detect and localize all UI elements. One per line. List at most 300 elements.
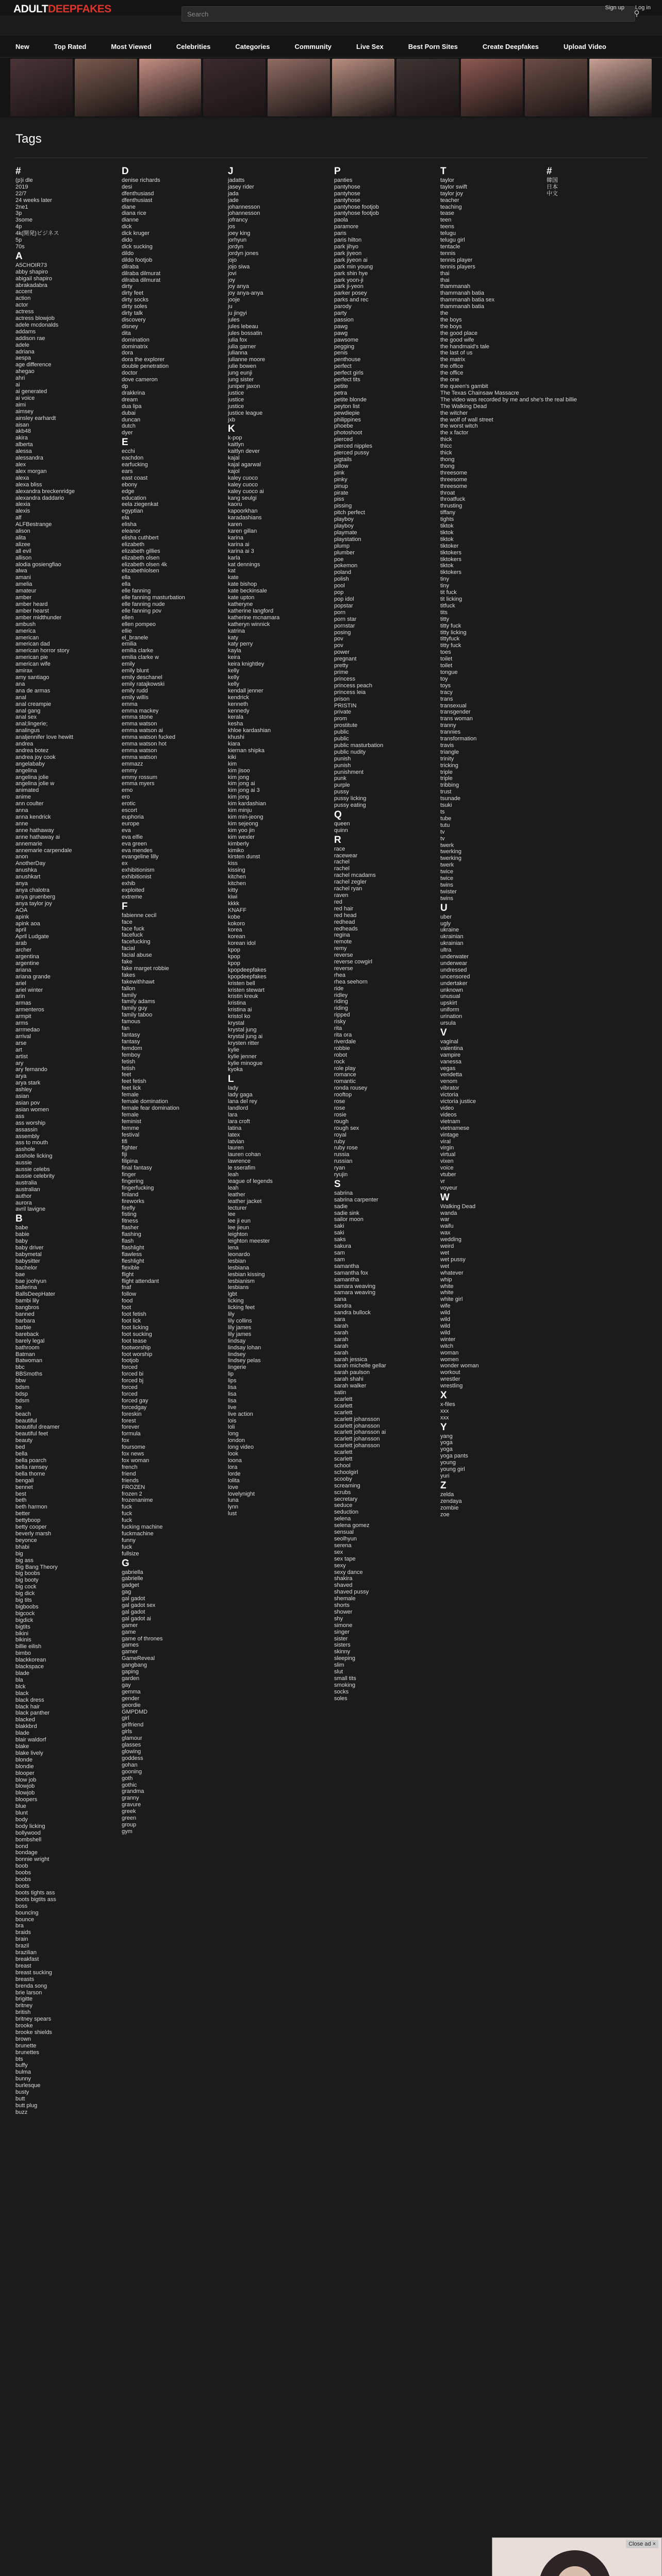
tag-link[interactable]: baby driver [15, 1245, 44, 1251]
tag-link[interactable]: titty [440, 616, 450, 622]
tag-link[interactable]: dianne [122, 217, 139, 224]
tag-link[interactable]: foot tease [122, 1337, 147, 1344]
tag-link[interactable]: aussie [15, 1160, 32, 1166]
tag-link[interactable]: kim jong [228, 774, 249, 781]
tag-link[interactable]: blunt [15, 1810, 28, 1817]
tag-link[interactable]: diana rice [122, 210, 146, 217]
tag-link[interactable]: amirax [15, 668, 33, 674]
nav-item-upload-video[interactable]: Upload Video [564, 42, 606, 50]
tag-link[interactable]: screaming [334, 1482, 360, 1489]
ad-popup[interactable] [492, 2537, 662, 2576]
tag-link[interactable]: follow [122, 1291, 137, 1298]
tag-link[interactable]: kendrick [228, 694, 249, 701]
tag-link[interactable]: garden [122, 1675, 140, 1682]
thumbnail[interactable] [75, 59, 137, 116]
tag-link[interactable]: gaping [122, 1669, 139, 1675]
tag-link[interactable]: petite [334, 383, 348, 389]
tag-link[interactable]: sex tape [334, 1555, 356, 1562]
tag-link[interactable]: wet pussy [440, 1256, 466, 1263]
tag-link[interactable]: pov [334, 636, 343, 642]
thumbnail[interactable] [461, 59, 523, 116]
tag-link[interactable]: 22/7 [15, 190, 27, 197]
tag-link[interactable]: abrakadabra [15, 282, 47, 289]
tag-link[interactable]: asian [15, 1093, 29, 1100]
tag-link[interactable]: elle fanning nude [122, 601, 165, 607]
tag-link[interactable]: selena gomez [334, 1522, 370, 1529]
tag-link[interactable]: escort [122, 807, 137, 814]
tag-link[interactable]: sarah jessica [334, 1356, 368, 1363]
tag-link[interactable]: gag [122, 1589, 131, 1596]
tag-link[interactable]: tsuki [440, 802, 452, 809]
tag-link[interactable]: sadie sink [334, 1210, 359, 1216]
tag-link[interactable]: asshole [15, 1146, 35, 1153]
tag-link[interactable]: bella ramsey [15, 1464, 48, 1470]
tag-link[interactable]: paris hilton [334, 237, 362, 244]
tag-link[interactable]: lily collins [228, 1317, 252, 1324]
tag-link[interactable]: krystal [228, 1020, 244, 1027]
tag-link[interactable]: workout [440, 1369, 460, 1376]
tag-link[interactable]: glamour [122, 1735, 142, 1742]
tag-link[interactable]: remy [334, 945, 347, 952]
tag-link[interactable]: brie larson [15, 1989, 42, 1996]
tag-link[interactable]: (p)i dle [15, 177, 33, 183]
tag-link[interactable]: lindsey [228, 1351, 246, 1358]
tag-link[interactable]: 韓国 [547, 177, 558, 183]
tag-link[interactable]: karina ai 3 [228, 548, 254, 554]
tag-link[interactable]: 日本 [547, 183, 558, 190]
tag-link[interactable]: geordie [122, 1702, 141, 1708]
tag-link[interactable]: dilraba dilmurat [122, 277, 161, 283]
tag-link[interactable]: denise richards [122, 177, 160, 183]
tag-link[interactable]: pink [334, 469, 345, 476]
tag-link[interactable]: facial abuse [122, 952, 152, 959]
tag-link[interactable]: kat dennings [228, 561, 260, 568]
tag-link[interactable]: bella [15, 1451, 28, 1458]
tag-link[interactable]: britney [15, 2003, 33, 2009]
tag-link[interactable]: emma watson fucked [122, 734, 175, 741]
tag-link[interactable]: alberta [15, 442, 33, 448]
tag-link[interactable]: teaching [440, 204, 462, 210]
tag-link[interactable]: dirty [122, 283, 133, 290]
tag-link[interactable]: sarah [334, 1323, 349, 1329]
tag-link[interactable]: big [15, 1550, 23, 1557]
tag-link[interactable]: fox [122, 1437, 129, 1444]
tag-link[interactable]: pantyhose footjob [334, 210, 379, 217]
tag-link[interactable]: tiffany [440, 510, 456, 516]
tag-link[interactable]: kitchen [228, 880, 246, 887]
tag-link[interactable]: kitty [228, 887, 238, 893]
tag-link[interactable]: fingerfucking [122, 1184, 154, 1191]
tag-link[interactable]: pissing [334, 503, 352, 510]
tag-link[interactable]: bella thorne [15, 1470, 45, 1477]
tag-link[interactable]: elle fanning [122, 588, 151, 595]
tag-link[interactable]: amber heard [15, 601, 48, 607]
tag-link[interactable]: bennet [15, 1484, 33, 1490]
tag-link[interactable]: ballerina [15, 1284, 37, 1291]
tag-link[interactable]: princess [334, 675, 355, 682]
tag-link[interactable]: keira [228, 654, 240, 661]
tag-link[interactable]: rose [334, 1105, 345, 1111]
tag-link[interactable]: boots tights ass [15, 1889, 55, 1896]
tag-link[interactable]: kaley cuoco ai [228, 488, 264, 495]
tag-link[interactable]: kpopdeepfakes [228, 973, 267, 980]
tag-link[interactable]: playstation [334, 536, 361, 543]
tag-link[interactable]: kim jong ai [228, 781, 255, 787]
tag-link[interactable]: frozen 2 [122, 1490, 142, 1497]
tag-link[interactable]: feet lick [122, 1085, 141, 1092]
tag-link[interactable]: big dick [15, 1590, 35, 1597]
tag-link[interactable]: thammanah batia [440, 290, 484, 297]
tag-link[interactable]: sam [334, 1256, 345, 1263]
tag-link[interactable]: ero [122, 794, 130, 801]
tag-link[interactable]: billie eilish [15, 1643, 42, 1650]
tag-link[interactable]: ju [228, 303, 233, 310]
tag-link[interactable]: dirty socks [122, 297, 148, 303]
tag-link[interactable]: alexis [15, 508, 30, 515]
tag-link[interactable]: scarlett [334, 1409, 353, 1416]
tag-link[interactable]: arse [15, 1040, 27, 1046]
tag-link[interactable]: ana de armas [15, 687, 51, 694]
tag-link[interactable]: anal [15, 694, 26, 701]
tag-link[interactable]: lauren cohan [228, 1151, 261, 1158]
tag-link[interactable]: anal gang [15, 707, 41, 714]
tag-link[interactable]: fetish [122, 1058, 136, 1065]
tag-link[interactable]: jung sister [228, 377, 254, 383]
tag-link[interactable]: dove cameron [122, 377, 158, 383]
tag-link[interactable]: kelly [228, 668, 240, 674]
tag-link[interactable]: urination [440, 1013, 462, 1020]
search-input[interactable]: Search [181, 6, 635, 22]
tag-link[interactable]: ambush [15, 621, 36, 628]
tag-link[interactable]: passion [334, 316, 354, 323]
tag-link[interactable]: women [440, 1356, 459, 1363]
tag-link[interactable]: angelina jolie w [15, 781, 55, 787]
tag-link[interactable]: female fear domination [122, 1105, 179, 1111]
tag-link[interactable]: emma watson ai [122, 727, 163, 734]
tag-link[interactable]: the one [440, 377, 459, 383]
tag-link[interactable]: foreskin [122, 1411, 142, 1417]
tag-link[interactable]: shorts [334, 1602, 350, 1609]
tag-link[interactable]: dubai [122, 410, 136, 416]
tag-link[interactable]: asshole licking [15, 1153, 53, 1160]
tag-link[interactable]: samara weaving [334, 1290, 376, 1296]
tag-link[interactable]: seduce [334, 1502, 353, 1509]
tag-link[interactable]: anime [15, 794, 31, 801]
tag-link[interactable]: group [122, 1821, 137, 1828]
tag-link[interactable]: ursula [440, 1020, 456, 1027]
tag-link[interactable]: kim jisoo [228, 767, 250, 774]
tag-link[interactable]: pillow [334, 463, 349, 469]
tag-link[interactable]: videos [440, 1111, 457, 1118]
tag-link[interactable]: rooftop [334, 1092, 352, 1098]
tag-link[interactable]: pirate [334, 489, 349, 496]
tag-link[interactable]: voyeur [440, 1184, 458, 1191]
tag-link[interactable]: ellie [122, 628, 132, 634]
tag-link[interactable]: dick [122, 224, 132, 230]
tag-link[interactable]: arrmedao [15, 1027, 40, 1033]
tag-link[interactable]: pov [334, 642, 343, 649]
tag-link[interactable]: abigail shapiro [15, 275, 52, 282]
tag-link[interactable]: ashley [15, 1087, 32, 1093]
tag-link[interactable]: babymetal [15, 1251, 42, 1258]
tag-link[interactable]: look [228, 1451, 239, 1458]
tag-link[interactable]: underwear [440, 960, 467, 967]
tag-link[interactable]: funny [122, 1537, 136, 1544]
tag-link[interactable]: pokemon [334, 563, 358, 569]
tag-link[interactable]: arms [15, 1020, 28, 1027]
tag-link[interactable]: fleshlight [122, 1258, 144, 1264]
tag-link[interactable]: twerk [440, 842, 454, 849]
tag-link[interactable]: erotic [122, 801, 136, 807]
tag-link[interactable]: love [228, 1484, 239, 1490]
tag-link[interactable]: sarah [334, 1329, 349, 1336]
tag-link[interactable]: toys [440, 682, 451, 689]
tag-link[interactable]: allison [15, 554, 32, 561]
tag-link[interactable]: prom [334, 716, 347, 722]
tag-link[interactable]: vampire [440, 1052, 461, 1058]
tag-link[interactable]: bombshell [15, 1836, 42, 1843]
tag-link[interactable]: rachel mcadams [334, 872, 376, 879]
tag-link[interactable]: tracy [440, 689, 453, 696]
tag-link[interactable]: friends [122, 1477, 139, 1484]
tag-link[interactable]: krystal jung [228, 1027, 257, 1033]
tag-link[interactable]: friend [122, 1470, 136, 1477]
tag-link[interactable]: kim yoo jin [228, 827, 255, 834]
tag-link[interactable]: american pie [15, 654, 48, 661]
tag-link[interactable]: triple [440, 769, 453, 775]
tag-link[interactable]: fabienne cecil [122, 912, 157, 919]
tag-link[interactable]: bathroom [15, 1344, 40, 1351]
tag-link[interactable]: karen gillan [228, 528, 257, 535]
tag-link[interactable]: regina [334, 932, 350, 939]
tag-link[interactable]: pantyhose footjob [334, 204, 379, 210]
nav-item-new[interactable]: New [15, 42, 29, 50]
tag-link[interactable]: kajol [228, 468, 240, 474]
tag-link[interactable]: triangle [440, 749, 459, 755]
tag-link[interactable]: breakfast [15, 1956, 39, 1962]
tag-link[interactable]: kobe [228, 913, 240, 920]
tag-link[interactable]: yuri [440, 1473, 450, 1479]
tag-link[interactable]: public masturbation [334, 742, 384, 749]
tag-link[interactable]: valentina [440, 1045, 464, 1052]
tag-link[interactable]: emilia [122, 641, 137, 648]
tag-link[interactable]: shy [334, 1615, 343, 1622]
tag-link[interactable]: blacked [15, 1717, 35, 1723]
tag-link[interactable]: dildo [122, 250, 134, 257]
tag-link[interactable]: Batman [15, 1351, 35, 1358]
tag-link[interactable]: alodia gosiengfiao [15, 561, 61, 568]
tag-link[interactable]: anal;lingerie; [15, 721, 48, 727]
tag-link[interactable]: baby [15, 1238, 28, 1245]
tag-link[interactable]: park min young [334, 263, 373, 270]
tag-link[interactable]: forced gay [122, 1397, 148, 1404]
tag-link[interactable]: babe [15, 1225, 28, 1231]
tag-link[interactable]: wet [440, 1250, 450, 1256]
tag-link[interactable]: 4p [15, 224, 22, 230]
tag-link[interactable]: ellen [122, 614, 134, 621]
tag-link[interactable]: russian [334, 1158, 353, 1165]
tag-link[interactable]: american horror story [15, 648, 70, 654]
tag-link[interactable]: lecturer [228, 1205, 247, 1211]
tag-link[interactable]: lingerie [228, 1364, 246, 1371]
tag-link[interactable]: emily ratajkowski [122, 681, 165, 687]
tag-link[interactable]: ainsley earhardt [15, 415, 56, 421]
tag-link[interactable]: virtual [440, 1151, 456, 1158]
tag-link[interactable]: katy perry [228, 641, 253, 648]
tag-link[interactable]: emmy [122, 767, 137, 774]
tag-link[interactable]: lee ji eun [228, 1218, 251, 1225]
tag-link[interactable]: the boys [440, 316, 462, 323]
tag-link[interactable]: rock [334, 1058, 345, 1065]
tag-link[interactable]: red hair [334, 905, 354, 912]
tag-link[interactable]: gooning [122, 1768, 142, 1775]
tag-link[interactable]: adele mcdonalds [15, 321, 59, 328]
tag-link[interactable]: phoebe [334, 423, 353, 430]
tag-link[interactable]: flight [122, 1271, 134, 1278]
tag-link[interactable]: vietnam [440, 1118, 460, 1125]
tag-link[interactable]: emilia clarke [122, 648, 154, 654]
search-icon[interactable]: ⚲ [634, 9, 640, 18]
tag-link[interactable]: blade [15, 1670, 29, 1676]
tag-link[interactable]: french [122, 1464, 138, 1470]
tag-link[interactable]: best [15, 1490, 26, 1497]
tag-link[interactable]: titty fuck [440, 642, 461, 649]
tag-link[interactable]: exhibitionist [122, 874, 152, 880]
tag-link[interactable]: flashlight [122, 1245, 144, 1251]
tag-link[interactable]: jada [228, 190, 239, 197]
tag-link[interactable]: young [440, 1460, 456, 1466]
tag-link[interactable]: foursome [122, 1444, 145, 1451]
tag-link[interactable]: rosie [334, 1111, 346, 1118]
tag-link[interactable]: Big Bang Theory [15, 1564, 58, 1570]
tag-link[interactable]: reverse [334, 952, 353, 959]
tag-link[interactable]: PRISTIN [334, 702, 357, 709]
tag-link[interactable]: bangbros [15, 1304, 39, 1311]
tag-link[interactable]: fnaf [122, 1284, 131, 1291]
tag-link[interactable]: threesome [440, 483, 467, 489]
tag-link[interactable]: boob [15, 1863, 28, 1870]
tag-link[interactable]: ellen pompeo [122, 621, 156, 628]
tag-link[interactable]: plump [334, 543, 350, 549]
tag-link[interactable]: lily [228, 1311, 235, 1318]
tag-link[interactable]: kim kardashian [228, 801, 266, 807]
tag-link[interactable]: yang [440, 1433, 453, 1439]
tag-link[interactable]: lee [228, 1211, 236, 1218]
tag-link[interactable]: gamer [122, 1649, 138, 1655]
tag-link[interactable]: evangeline lilly [122, 854, 159, 860]
tag-link[interactable]: alita [15, 534, 26, 541]
tag-link[interactable]: filipina [122, 1158, 138, 1165]
tag-link[interactable]: alexa [15, 474, 29, 481]
tag-link[interactable]: kajal agarwal [228, 461, 261, 468]
thumbnail[interactable] [332, 59, 394, 116]
tag-link[interactable]: butt plug [15, 2102, 38, 2109]
tag-link[interactable]: tiktokers [440, 549, 461, 556]
tag-link[interactable]: dora the explorer [122, 357, 165, 363]
tag-link[interactable]: reverse cowgirl [334, 959, 372, 965]
tag-link[interactable]: lily james [228, 1324, 252, 1331]
tag-link[interactable]: elizabeth gillies [122, 548, 160, 554]
tag-link[interactable]: emma [122, 701, 138, 707]
tag-link[interactable]: lara croft [228, 1118, 250, 1125]
tag-link[interactable]: alexa bliss [15, 481, 42, 488]
tag-link[interactable]: boss [15, 1903, 28, 1909]
tag-link[interactable]: poland [334, 569, 352, 576]
tag-link[interactable]: fireworks [122, 1198, 145, 1205]
tag-link[interactable]: lisa [228, 1384, 237, 1391]
tag-link[interactable]: BBSmoths [15, 1371, 42, 1378]
tag-link[interactable]: emily willis [122, 694, 148, 701]
tag-link[interactable]: latvian [228, 1138, 244, 1145]
tag-link[interactable]: lauren [228, 1145, 244, 1151]
tag-link[interactable]: vaginal [440, 1038, 458, 1045]
tag-link[interactable]: ruby [334, 1138, 345, 1145]
tag-link[interactable]: american dad [15, 641, 50, 648]
tag-link[interactable]: ahri [15, 375, 25, 382]
tag-link[interactable]: dominatrix [122, 343, 148, 350]
tag-link[interactable]: brooke shields [15, 2029, 52, 2036]
tag-link[interactable]: gabrielle [122, 1575, 143, 1582]
tag-link[interactable]: beautiful dreamer [15, 1424, 60, 1431]
tag-link[interactable]: khloe kardashian [228, 727, 271, 734]
tag-link[interactable]: edge [122, 488, 135, 495]
tag-link[interactable]: penis [334, 350, 348, 357]
tag-link[interactable]: playboy [334, 523, 354, 530]
tag-link[interactable]: park yoon-ji [334, 277, 363, 283]
tag-link[interactable]: pawg [334, 323, 348, 330]
tag-link[interactable]: forced [122, 1391, 138, 1397]
tag-link[interactable]: bigtits [15, 1623, 30, 1630]
tag-link[interactable]: thammanah batia [440, 303, 484, 310]
tag-link[interactable]: tiny [440, 583, 450, 589]
tag-link[interactable]: akira [15, 435, 28, 442]
tag-link[interactable]: tiktok [440, 523, 454, 530]
tag-link[interactable]: taylor [440, 177, 454, 183]
tag-link[interactable]: toes [440, 649, 451, 656]
tag-link[interactable]: kim jong [228, 794, 249, 801]
tag-link[interactable]: busty [15, 2089, 29, 2096]
tag-link[interactable]: twice [440, 869, 454, 875]
tag-link[interactable]: taylor swift [440, 183, 467, 190]
tag-link[interactable]: alizee [15, 541, 30, 548]
tag-link[interactable]: bambi lily [15, 1298, 39, 1304]
tag-link[interactable]: prison [334, 696, 350, 702]
tag-link[interactable]: toy [440, 675, 448, 682]
tag-link[interactable]: forcedgay [122, 1404, 147, 1411]
tag-link[interactable]: beauty [15, 1437, 33, 1444]
tag-link[interactable]: dido [122, 237, 133, 244]
tag-link[interactable]: bts [15, 2056, 23, 2062]
tag-link[interactable]: titty fuck [440, 622, 461, 629]
tag-link[interactable]: british [15, 2009, 31, 2016]
tag-link[interactable]: accent [15, 289, 32, 295]
tag-link[interactable]: doctor [122, 370, 138, 377]
tag-link[interactable]: julia garner [228, 343, 256, 350]
tag-link[interactable]: pornstar [334, 622, 355, 629]
tag-link[interactable]: satin [334, 1389, 346, 1396]
nav-item-categories[interactable]: Categories [235, 42, 270, 50]
tag-link[interactable]: thrusting [440, 503, 462, 510]
tag-link[interactable]: purple [334, 782, 350, 789]
tag-link[interactable]: gender [122, 1695, 140, 1702]
tag-link[interactable]: saki [334, 1230, 344, 1236]
tag-link[interactable]: rita [334, 1025, 342, 1032]
tag-link[interactable]: alexandra breckenridge [15, 488, 75, 495]
tag-link[interactable]: blade [15, 1730, 29, 1737]
tag-link[interactable]: flexible [122, 1264, 140, 1271]
tag-link[interactable]: action [15, 295, 31, 302]
tag-link[interactable]: shakira [334, 1575, 353, 1582]
